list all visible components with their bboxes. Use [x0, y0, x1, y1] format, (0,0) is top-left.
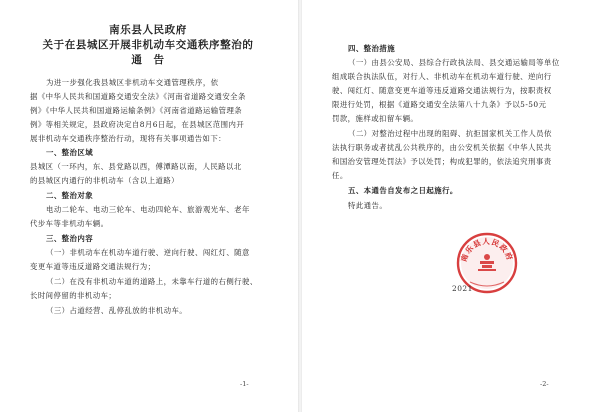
document-page-1: [0, 0, 296, 412]
seal-text: 南乐县人民政府: [459, 236, 515, 263]
paragraph-targets-line: 电动二轮车、电动三轮车、电动四轮车、旅游观光车、老年: [46, 205, 250, 214]
paragraph-measures-line: 驶、闯红灯、随意变更车道等违反道路交通法规行为，按职责权: [332, 86, 552, 95]
section-heading-content: 三、整治内容: [46, 234, 94, 243]
paragraph-content-line: （二）在没有非机动车道的道路上，未靠车行道的右侧行驶、: [46, 277, 258, 286]
paragraph-intro-line: 展非机动车交通秩序整治行动，现将有关事项通告如下：: [30, 134, 227, 143]
section-heading-area: 一、整治区域: [46, 148, 94, 157]
document-title-issuer: 南乐县人民政府: [109, 24, 187, 36]
paragraph-intro-line: 例》等相关规定，县政府决定自8月6日起，在县城区范围内开: [30, 120, 245, 129]
paragraph-content-line: （三）占道经营、乱停乱放的非机动车。: [46, 306, 188, 315]
paragraph-intro-line: 为进一步强化我县城区非机动车交通管理秩序，依: [46, 78, 219, 87]
paragraph-area-line: 县城区（一环内，东、县党路以西，傅潭路以南，人民路以北: [30, 162, 242, 171]
publication-date: 2021: [452, 284, 473, 293]
closing-statement: 特此通告。: [348, 201, 388, 210]
page-fold-divider: [298, 0, 302, 412]
page-number: -1-: [240, 380, 249, 388]
paragraph-penalty-line: 和国治安管理处罚法》予以处罚；构成犯罪的，依法追究刑事责: [332, 157, 552, 166]
paragraph-penalty-line: 法执行职务或者扰乱公共秩序的，由公安机关依据《中华人民共: [332, 143, 552, 152]
page-number: -2-: [540, 380, 549, 388]
paragraph-penalty-line: 任。: [332, 171, 348, 180]
paragraph-measures-line: （一）由县公安局、县综合行政执法局、县交通运输局等单位: [348, 58, 560, 67]
paragraph-intro-line: 例》《中华人民共和国道路运输条例》《河南省道路运输管理条: [30, 106, 243, 115]
document-title-notice: 通 告: [131, 54, 165, 66]
section-heading-effective: 五、本通告自发布之日起施行。: [348, 186, 458, 195]
paragraph-intro-line: 据《中华人民共和国道路交通安全法》《河南省道路交通安全条: [30, 92, 246, 101]
document-page-2: [304, 0, 600, 412]
section-heading-targets: 二、整治对象: [46, 191, 94, 200]
paragraph-measures-line: 限进行处罚，根据《道路交通安全法第八十九条》予以5-50元: [332, 100, 547, 109]
section-heading-measures: 四、整治措施: [348, 44, 396, 53]
paragraph-measures-line: 组成联合执法队伍，对行人、非机动车在机动车道行驶、逆向行: [332, 72, 552, 81]
paragraph-area-line: 的县城区内通行的非机动车（含以上道路）: [30, 176, 179, 185]
paragraph-content-line: （一）非机动车在机动车道行驶、逆向行驶、闯红灯、随意: [46, 248, 250, 257]
document-title-subject: 关于在县城区开展非机动车交通秩序整治的: [42, 39, 254, 51]
paragraph-content-line: 长时间停留的非机动车；: [30, 291, 117, 300]
paragraph-measures-line: 罚款，施样或扣留车辆。: [332, 114, 419, 123]
paragraph-content-line: 变更车道等违反道路交通法规行为；: [30, 262, 156, 271]
paragraph-penalty-line: （二）对整治过程中出现的阻碍、抗拒国家机关工作人员依: [348, 129, 552, 138]
paragraph-targets-line: 代步车等非机动车辆。: [30, 219, 109, 228]
